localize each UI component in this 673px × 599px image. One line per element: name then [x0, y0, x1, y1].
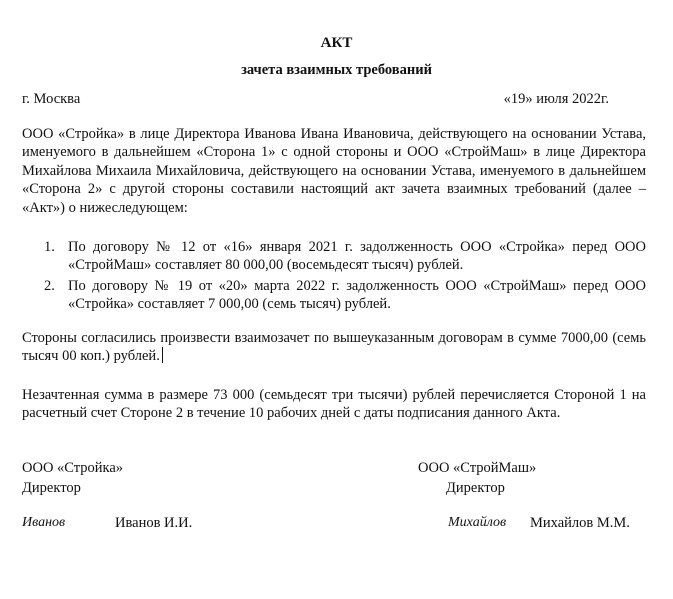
- agreement-text: Стороны согласились произвести взаимозачет по вышеуказанным договорам в сумме 7000,00 (семь тысяч 00 коп.) рублей.: [22, 330, 646, 365]
- list-item: [22, 238, 646, 275]
- agreement-paragraph[interactable]: [22, 329, 646, 366]
- right-signature: Михайлов: [448, 515, 507, 530]
- text-cursor: [162, 347, 163, 363]
- right-signatory-name: Михайлов М.М.: [530, 515, 630, 531]
- right-party-org: ООО «СтройМаш»: [418, 460, 537, 476]
- left-signature: Иванов: [22, 515, 66, 530]
- document-title: АКТ: [320, 35, 353, 51]
- city-label: г. Москва: [22, 91, 81, 107]
- left-party-role: Директор: [22, 480, 81, 496]
- right-party-role: Директор: [446, 480, 505, 496]
- list-item-text: По договору № 12 от «16» января 2021 г. задолженность ООО «Стройка» перед ООО «СтройМаш» составляет 80 000,00 (восемьдесят тысяч) рублей.: [68, 239, 646, 274]
- left-signatory-name: Иванов И.И.: [115, 515, 193, 531]
- intro-paragraph: ООО «Стройка» в лице Директора Иванова Ивана Ивановича, действующего на основании Устава, именуемого в дальнейшем «Сторона 1» с одной стороны и ООО «СтройМаш» в лице Директора Михайлова Михаила Михайловича, действующего на основании Устава, именуемого в дальнейшем «Сторона 2» с другой стороны составили настоящий акт зачета взаимных требований (далее – «Акт») о нижеследующем:: [22, 126, 646, 216]
- left-party-org: ООО «Стройка»: [22, 460, 124, 476]
- document-subtitle: зачета взаимных требований: [241, 62, 432, 78]
- list-item: [22, 277, 646, 314]
- date-label: «19» июля 2022г.: [503, 91, 609, 107]
- list-item-text: По договору № 19 от «20» марта 2022 г. задолженность ООО «СтройМаш» перед ООО «Стройка» составляет 7 000,00 (семь тысяч) рублей.: [68, 277, 646, 313]
- list-item-number: 2.: [44, 277, 55, 294]
- obligations-list: [22, 238, 646, 316]
- list-item-number: 1.: [44, 239, 55, 255]
- remainder-paragraph: Незачтенная сумма в размере 73 000 (семьдесят три тысячи) рублей перечисляется Стороной 1 на расчетный счет Стороне 2 в течение 10 рабочих дней с даты подписания данного Акта.: [22, 387, 646, 422]
